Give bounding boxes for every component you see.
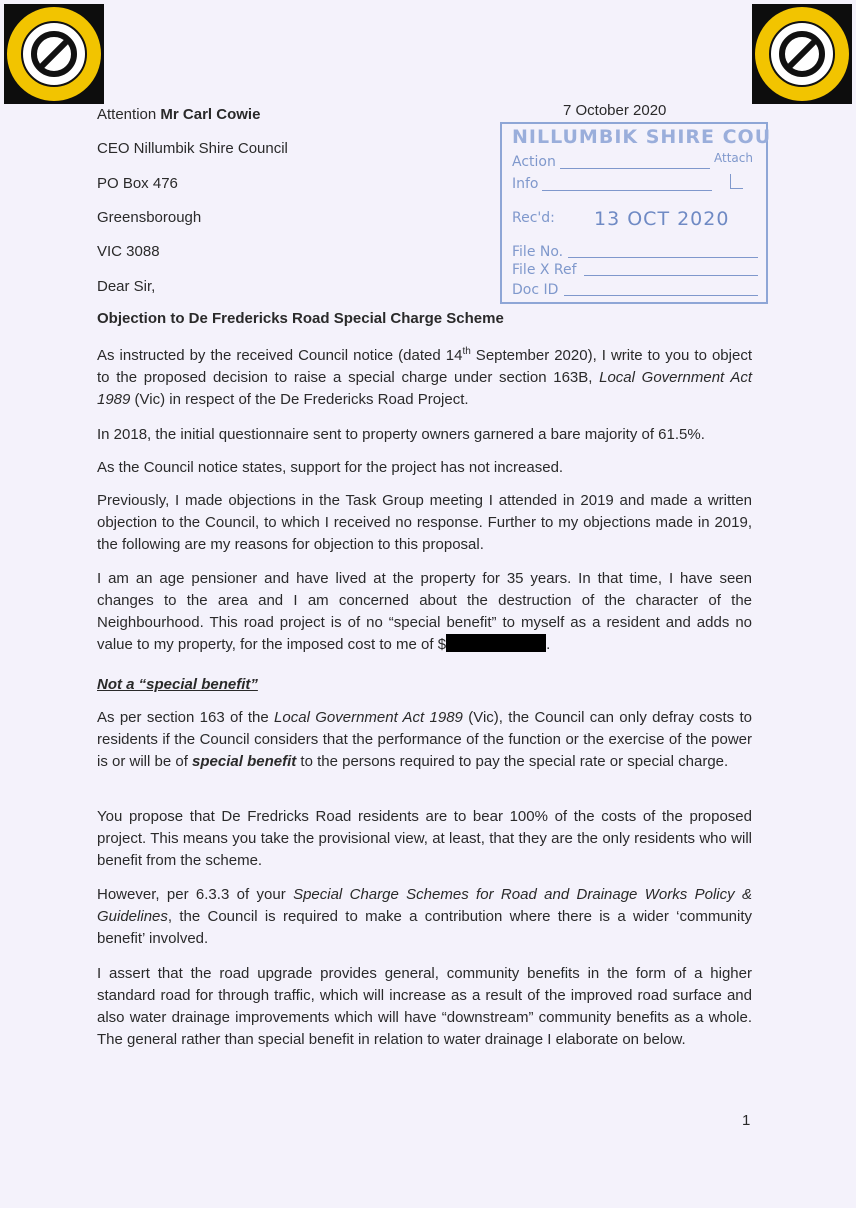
stamp-file-no-rule xyxy=(568,257,758,258)
paragraph-previous-objections: Previously, I made objections in the Task Group meeting I attended in 2019 and made a written objection to the Council, to which I received no response. Further to my objections made in 2019, the following are my reasons for objection to this proposal. xyxy=(97,492,752,553)
stamp-action-label: Action xyxy=(512,154,556,170)
attention-prefix: Attention xyxy=(97,106,161,123)
attention-name: Mr Carl Cowie xyxy=(160,106,261,123)
attention-line xyxy=(97,106,260,124)
stamp-action-rule xyxy=(560,168,710,169)
stamp-info-label: Info xyxy=(512,176,539,192)
buy-now-badge-icon xyxy=(752,4,852,104)
stamp-info-rule xyxy=(542,190,712,191)
recipient-title: CEO Nillumbik Shire Council xyxy=(97,140,288,157)
paragraph-residents-cost: You propose that De Fredricks Road residents are to bear 100% of the costs of the proposed project. This means you take the provisional view, at least, that they are the only residents who will benefit from the scheme. xyxy=(97,808,752,869)
paragraph-support: As the Council notice states, support for the project has not increased. xyxy=(97,459,564,476)
recipient-state-postcode: VIC 3088 xyxy=(97,243,160,260)
salutation: Dear Sir, xyxy=(97,278,156,295)
redacted-amount xyxy=(446,634,546,652)
stamp-doc-id-label: Doc ID xyxy=(512,282,559,298)
stamp-attach-label: Attach xyxy=(714,151,753,165)
paragraph-pensioner: I am an age pensioner and have lived at the property for 35 years. In that time, I have seen changes to the area and I am concerned about the destruction of the character of the Neighbourhood. This road project is of no “special benefit” to myself as a resident and adds no value to my property, for the imposed cost to me of $ . xyxy=(97,570,752,653)
stamp-file-x-ref-label: File X Ref xyxy=(512,262,577,278)
paragraph-community-benefit: I assert that the road upgrade provides general, community benefits in the form of a higher standard road for through traffic, which will increase as a result of the improved road surface and also water drainage improvements which will have “downstream” community benefits as a whole. The general rather than special benefit in relation to water drainage I elaborate on below. xyxy=(97,965,752,1048)
buy-now-badge-icon xyxy=(4,4,104,104)
pdf-xchange-badge-left[interactable] xyxy=(4,4,104,104)
stamp-checkbox xyxy=(730,174,743,189)
stamp-received-date: 13 OCT 2020 xyxy=(594,208,730,230)
section-heading-not-special-benefit: Not a “special benefit” xyxy=(97,676,258,693)
stamp-file-no-label: File No. xyxy=(512,244,564,260)
pdf-xchange-badge-right[interactable] xyxy=(752,4,852,104)
page-number: 1 xyxy=(742,1112,751,1129)
subject-heading: Objection to De Fredericks Road Special Charge Scheme xyxy=(97,310,504,327)
paragraph-notice: As instructed by the received Council notice (dated 14th September 2020), I write to you to object to the proposed decision to raise a special charge under section 163B, Local Government Act 1989 (Vic) in respect of the De Fredericks Road Project. xyxy=(97,346,752,408)
stamp-doc-id-rule xyxy=(564,295,758,296)
paragraph-policy: However, per 6.3.3 of your Special Charge Schemes for Road and Drainage Works Policy & Guidelines, the Council is required to make a contribution where there is a wider ‘community benefit’ involved. xyxy=(97,886,752,947)
recipient-suburb: Greensborough xyxy=(97,209,202,226)
paragraph-section-163: As per section 163 of the Local Government Act 1989 (Vic), the Council can only defray costs to residents if the Council considers that the performance of the function or the exercise of the power is or will be of special benefit to the persons required to pay the special rate or special charge. xyxy=(97,709,753,770)
letter-date: 7 October 2020 xyxy=(563,102,667,119)
stamp-file-x-ref-rule xyxy=(584,275,758,276)
paragraph-questionnaire: In 2018, the initial questionnaire sent to property owners garnered a bare majority of 61.5%. xyxy=(97,426,705,443)
recipient-po-box: PO Box 476 xyxy=(97,175,178,192)
stamp-header: NILLUMBIK SHIRE COU xyxy=(512,126,772,148)
stamp-recd-label: Rec'd: xyxy=(512,210,555,226)
received-stamp xyxy=(500,122,772,304)
